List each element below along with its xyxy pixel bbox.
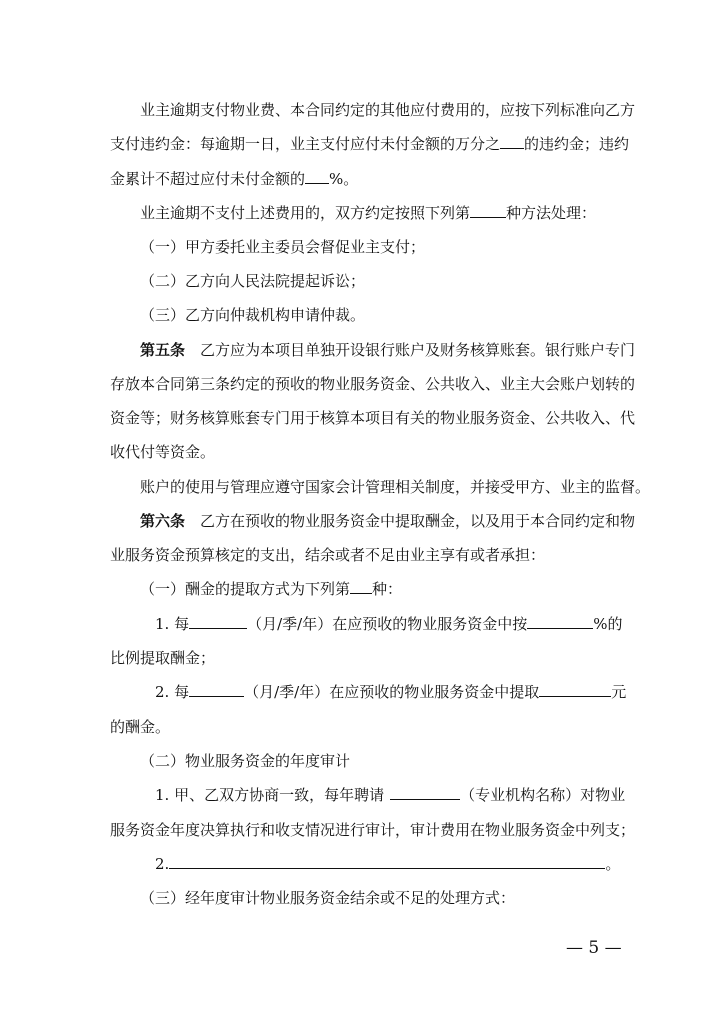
option-two: （二）乙方向人民法院提起诉讼；: [140, 272, 366, 290]
para-nonpayment: 业主逾期不支付上述费用的，双方约定按照下列第 种方法处理：: [140, 204, 597, 222]
article-6-title: 第六条: [140, 512, 186, 530]
article-5-title: 第五条: [140, 341, 186, 359]
article-5-para2: 账户的使用与管理应遵守国家会计管理相关制度，并接受甲方、业主的监督。: [140, 478, 651, 496]
fee-method-1-line2: 比例提取酬金；: [110, 649, 216, 667]
blank-agency-name[interactable]: [390, 785, 460, 800]
blank-amount[interactable]: [539, 682, 611, 697]
article-6-line2: 业服务资金预算核定的支出，结余或者不足由业主享有或者承担：: [110, 546, 546, 564]
blank-fee-choice[interactable]: [350, 579, 372, 594]
option-one: （一）甲方委托业主委员会督促业主支付；: [140, 238, 426, 256]
fee-method-1-line1: 1. 每 （月/季/年）在应预收的物业服务资金中按 %的: [155, 615, 623, 633]
para-late-payment-line3: 金累计不超过应付未付金额的 %。: [110, 170, 359, 188]
para-late-payment-line1: 业主逾期支付物业费、本合同约定的其他应付费用的，应按下列标准向乙方: [140, 101, 636, 119]
fee-method-2-line1: 2. 每 （月/季/年）在应预收的物业服务资金中提取 元: [155, 683, 627, 701]
article-5-line1: 第五条 乙方应为本项目单独开设银行账户及财务核算账套。银行账户专门: [140, 341, 636, 359]
audit-item-2: 2. 。: [155, 855, 621, 873]
para-late-payment-line2: 支付违约金：每逾期一日，业主支付应付未付金额的万分之 的违约金；违约: [110, 135, 630, 153]
article-5-line2: 存放本合同第三条约定的预收的物业服务资金、公共收入、业主大会账户划转的: [110, 375, 636, 393]
blank-period-2[interactable]: [189, 682, 244, 697]
fee-method-2-line2: 的酬金。: [110, 718, 171, 736]
audit-item-1-line1: 1. 甲、乙双方协商一致，每年聘请 （专业机构名称）对物业: [155, 786, 626, 804]
blank-daily-rate[interactable]: [500, 134, 524, 149]
article-6-line1: 第六条 乙方在预收的物业服务资金中提取酬金，以及用于本合同约定和物: [140, 512, 636, 530]
blank-method-choice[interactable]: [470, 203, 506, 218]
fee-method-heading: （一）酬金的提取方式为下列第 种：: [140, 580, 403, 598]
blank-percent[interactable]: [527, 614, 593, 629]
article-5-line3: 资金等；财务核算账套专门用于核算本项目有关的物业服务资金、公共收入、代: [110, 409, 636, 427]
blank-audit-item-2[interactable]: [169, 854, 605, 869]
audit-heading: （二）物业服务资金的年度审计: [140, 752, 351, 770]
page-number: — 5 —: [566, 938, 622, 958]
blank-period-1[interactable]: [189, 614, 247, 629]
surplus-heading: （三）经年度审计物业服务资金结余或不足的处理方式：: [140, 889, 516, 907]
blank-cap-percent[interactable]: [305, 169, 329, 184]
article-5-line4: 收代付等资金。: [110, 443, 216, 461]
option-three: （三）乙方向仲裁机构申请仲裁。: [140, 306, 366, 324]
audit-item-1-line2: 服务资金年度决算执行和收支情况进行审计，审计费用在物业服务资金中列支；: [110, 821, 636, 839]
